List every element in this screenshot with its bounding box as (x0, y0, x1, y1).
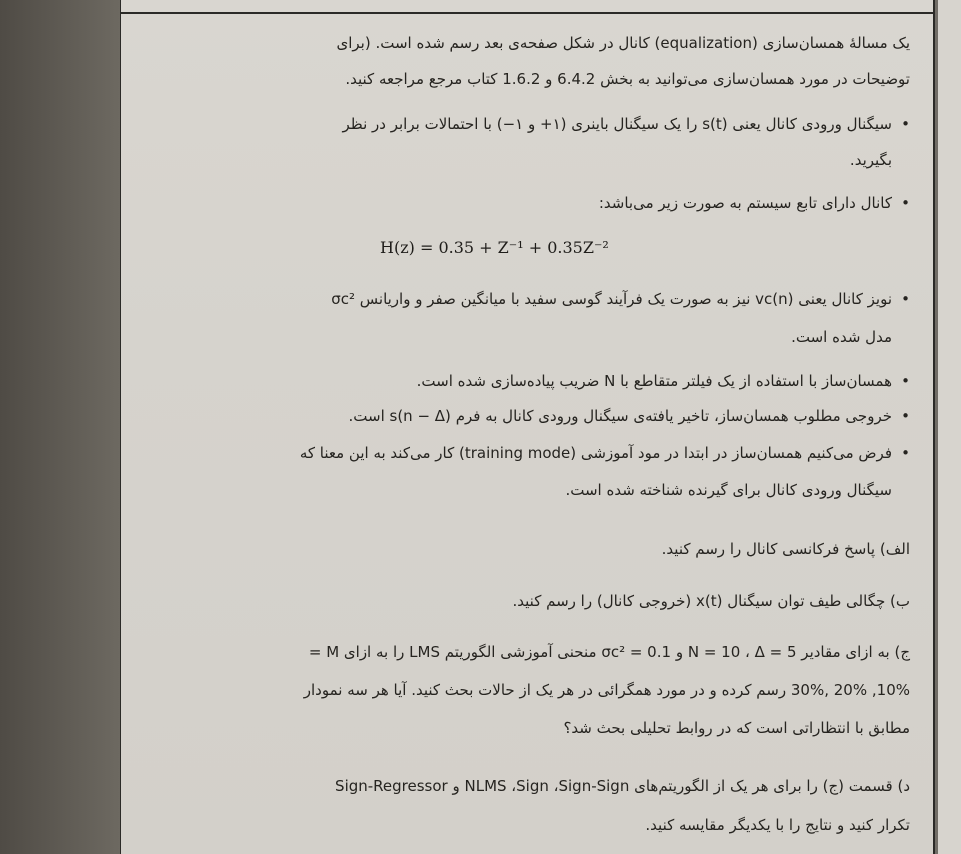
question-a: الف) پاسخ فرکانسی کانال را رسم کنید. (661, 540, 910, 558)
question-b: ب) چگالی طیف توان سیگنال x(t) (خروجی کانال) را رسم کنید. (512, 592, 910, 610)
bullet-input-signal: • سیگنال ورودی کانال یعنی s(t) را یک سیگنال باینری (۱+ و ۱−) با احتمالات برابر در نظر (343, 115, 892, 133)
question-d-line-2: تکرار کنید و نتایج را با یکدیگر مقایسه کنید. (645, 816, 910, 834)
question-c-line-3: مطابق با انتظاراتی است که در روابط تحلیلی بحث شد؟ (563, 719, 910, 737)
transfer-function-formula: H(z) = 0.35 + Z⁻¹ + 0.35Z⁻² (380, 238, 609, 257)
intro-line-2: توضیحات در مورد همسان‌سازی می‌توانید به بخش 6.4.2 و 1.6.2 کتاب مرجع مراجعه کنید. (345, 70, 910, 88)
bullet-training-mode-cont: سیگنال ورودی کانال برای گیرنده شناخته شده است. (565, 481, 892, 499)
intro-line-1: یک مسالهٔ همسان‌سازی (equalization) کانال در شکل صفحه‌ی بعد رسم شده است. (برای (336, 34, 910, 52)
left-shadow (0, 0, 120, 854)
page-top-border (120, 12, 935, 14)
bullet-system-function: • کانال دارای تابع سیستم به صورت زیر می‌باشد: (599, 194, 892, 212)
bullet-noise-cont: مدل شده است. (791, 328, 892, 346)
bullet-input-signal-cont: بگیرید. (849, 151, 892, 169)
question-d-line-1: د) قسمت (ج) را برای هر یک از الگوریتم‌های NLMS ،Sign ،Sign-Sign و Sign-Regressor (335, 777, 910, 795)
bullet-desired-output: • خروجی مطلوب همسان‌ساز، تاخیر یافته‌ی سیگنال ورودی کانال به فرم s(n − Δ) است. (349, 407, 893, 425)
bullet-equalizer: • همسان‌ساز با استفاده از یک فیلتر متقاطع با N ضریب پیاده‌سازی شده است. (417, 372, 892, 390)
question-c-line-1: ج) به ازای مقادیر N = 10 ، Δ = 5 و σc² = 0.1 منحنی آموزشی الگوریتم LMS را به ازای M = (308, 643, 910, 661)
bullet-noise: • نویز کانال یعنی vc(n) نیز به صورت یک فرآیند گوسی سفید با میانگین صفر و واریانس σc² (331, 290, 892, 308)
right-paper-edge (938, 0, 961, 854)
question-c-line-2: 10%, 20% ,30% رسم کرده و در مورد همگرائی در هر یک از حالات بحث کنید. آیا هر سه نمودار (303, 681, 910, 699)
bullet-training-mode: • فرض می‌کنیم همسان‌ساز در ابتدا در مود آموزشی (training mode) کار می‌کند به این معنا که (300, 444, 892, 462)
